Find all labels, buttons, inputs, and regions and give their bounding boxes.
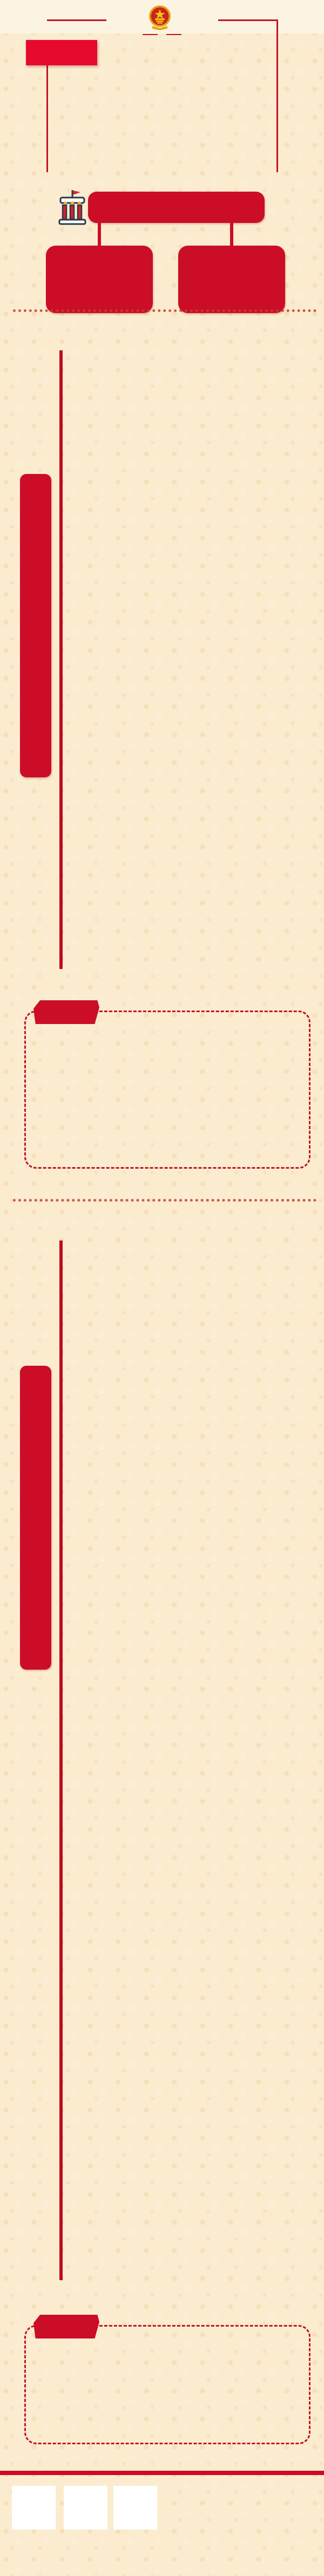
dotted-divider-2 xyxy=(13,1199,316,1202)
gov-org-list xyxy=(70,1229,312,2292)
party-count-box xyxy=(46,246,153,313)
party-tree-trunk xyxy=(59,350,63,969)
gov-count-box xyxy=(178,246,285,313)
wechat-qr-code xyxy=(12,2486,56,2530)
gov-table-title xyxy=(20,1366,51,1670)
mobile-app-qr-code xyxy=(113,2486,157,2530)
connector-left xyxy=(98,222,101,247)
overview-total-box xyxy=(88,192,265,223)
connector-right xyxy=(230,222,233,247)
note2-box xyxy=(24,2325,310,2444)
footer-red-bar xyxy=(0,2471,324,2475)
frame-line-right xyxy=(276,19,278,172)
note1-ribbon xyxy=(33,1000,99,1024)
government-building-icon xyxy=(56,189,89,228)
url-dash-left xyxy=(143,34,158,35)
url-dash-right xyxy=(166,34,181,35)
note2-ribbon xyxy=(33,2315,99,2338)
read-in-one-image-badge xyxy=(26,40,97,65)
frame-line-left xyxy=(46,64,48,172)
weibo-qr-code xyxy=(64,2486,107,2530)
national-emblem-icon xyxy=(148,4,172,33)
gov-tree-trunk xyxy=(59,1240,63,2280)
party-org-list xyxy=(70,338,312,981)
note1-box xyxy=(24,1011,310,1169)
party-table-title xyxy=(20,474,51,777)
site-header xyxy=(51,4,273,35)
dotted-divider-1 xyxy=(13,309,316,312)
